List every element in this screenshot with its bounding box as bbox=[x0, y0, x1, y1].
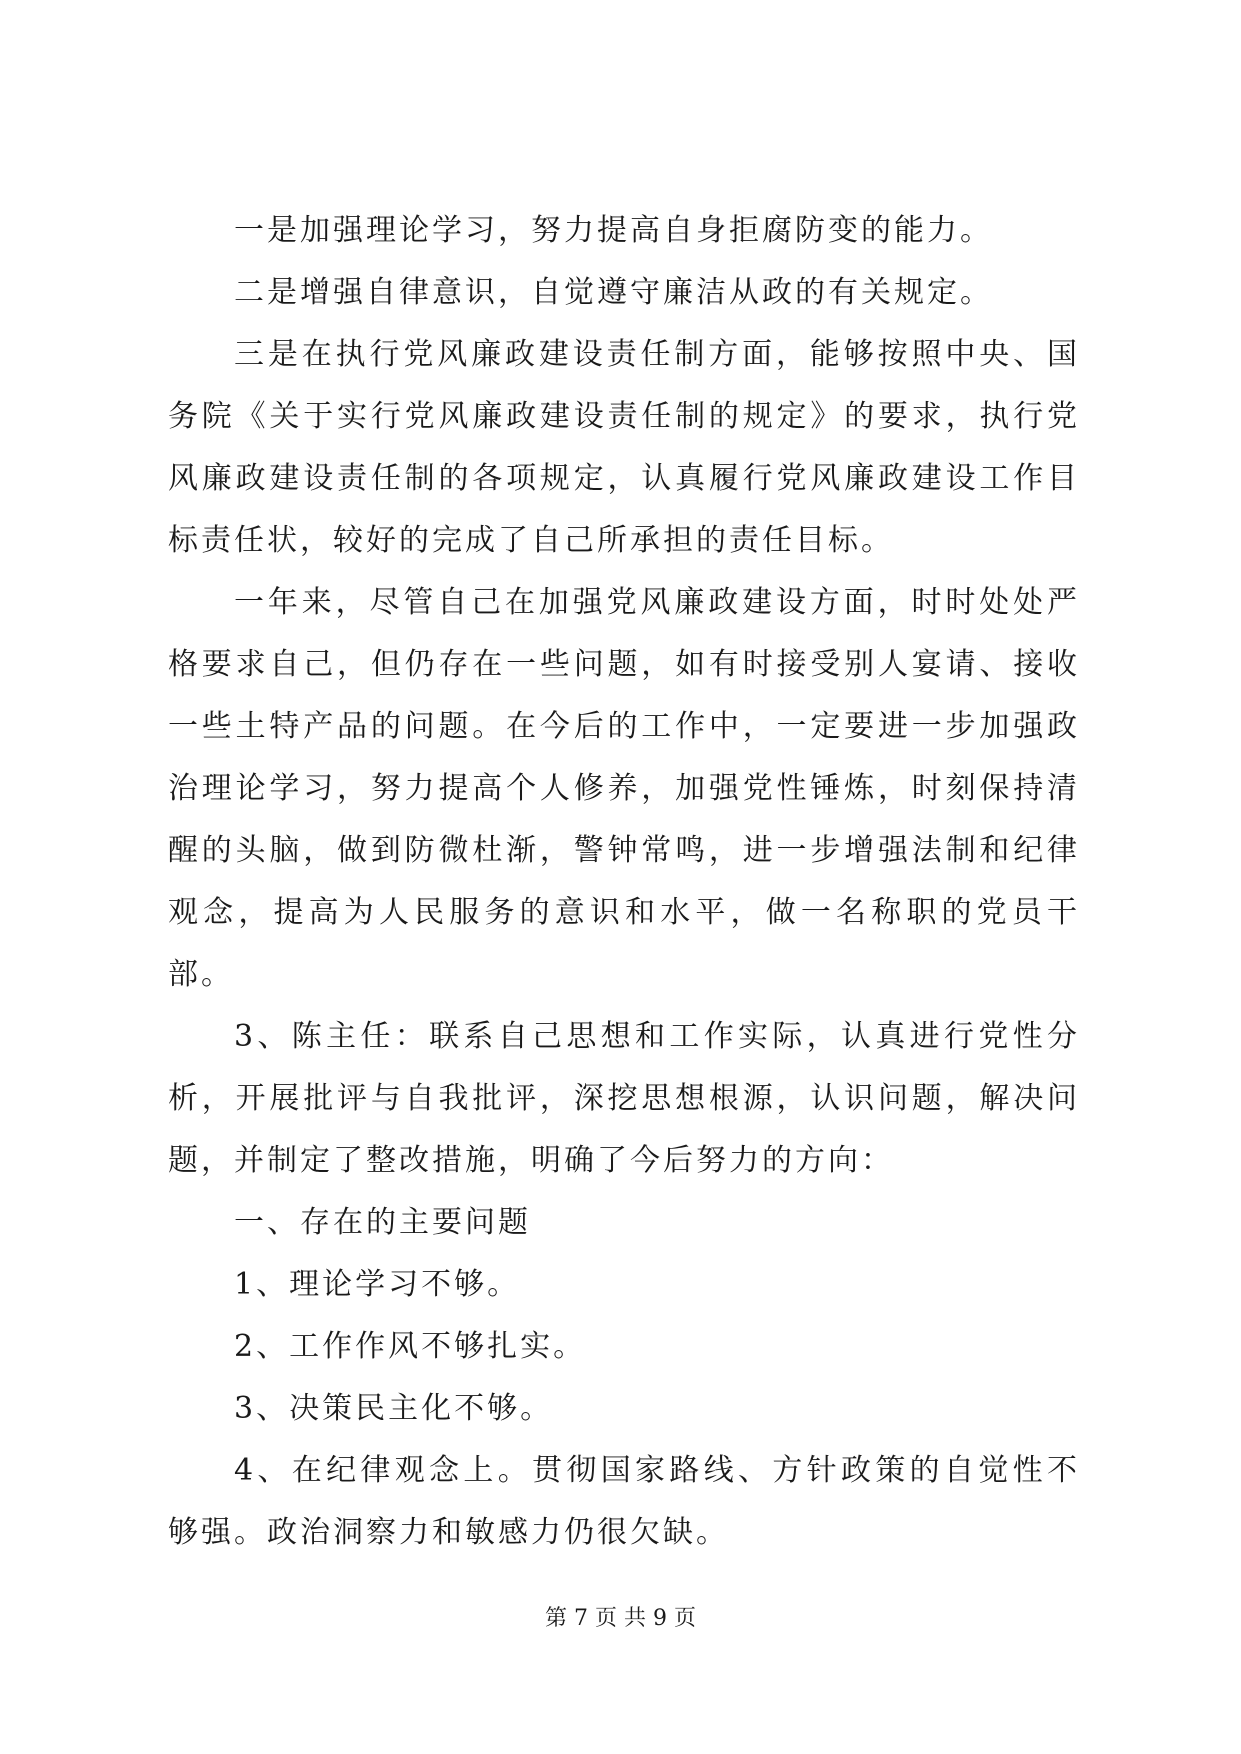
paragraph-3: 三是在执行党风廉政建设责任制方面，能够按照中央、国务院《关于实行党风廉政建设责任制的规定》的要求，执行党风廉政建设责任制的各项规定，认真履行党风廉政建设工作目标责任状，较好的完成了自己所承担的责任目标。 bbox=[168, 337, 1080, 558]
paragraph-5: 3、陈主任：联系自己思想和工作实际，认真进行党性分析，开展批评与自我批评，深挖思想根源，认识问题，解决问题，并制定了整改措施，明确了今后努力的方向： bbox=[168, 1019, 1080, 1178]
list-item-1: 1、理论学习不够。 bbox=[234, 1267, 521, 1302]
page-number: 第 7 页 共 9 页 bbox=[545, 1606, 696, 1631]
paragraph-4: 一年来，尽管自己在加强党风廉政建设方面，时时处处严格要求自己，但仍存在一些问题，如有时接受别人宴请、接收一些土特产品的问题。在今后的工作中，一定要进一步加强政治理论学习，努力提高个人修养，加强党性锤炼，时刻保持清醒的头脑，做到防微杜渐，警钟常鸣，进一步增强法制和纪律观念，提高为人民服务的意识和水平，做一名称职的党员干部。 bbox=[168, 585, 1080, 992]
section-heading: 一、存在的主要问题 bbox=[234, 1205, 531, 1240]
list-item-2: 2、工作作风不够扎实。 bbox=[234, 1329, 587, 1364]
paragraph-2: 二是增强自律意识，自觉遵守廉洁从政的有关规定。 bbox=[234, 275, 993, 310]
document-body bbox=[168, 200, 1080, 1564]
page-footer bbox=[0, 1604, 1241, 1634]
list-item-4: 4、在纪律观念上。贯彻国家路线、方针政策的自觉性不够强。政治洞察力和敏感力仍很欠缺。 bbox=[168, 1453, 1080, 1550]
list-item-3: 3、决策民主化不够。 bbox=[234, 1391, 554, 1426]
paragraph-1: 一是加强理论学习，努力提高自身拒腐防变的能力。 bbox=[234, 213, 993, 248]
